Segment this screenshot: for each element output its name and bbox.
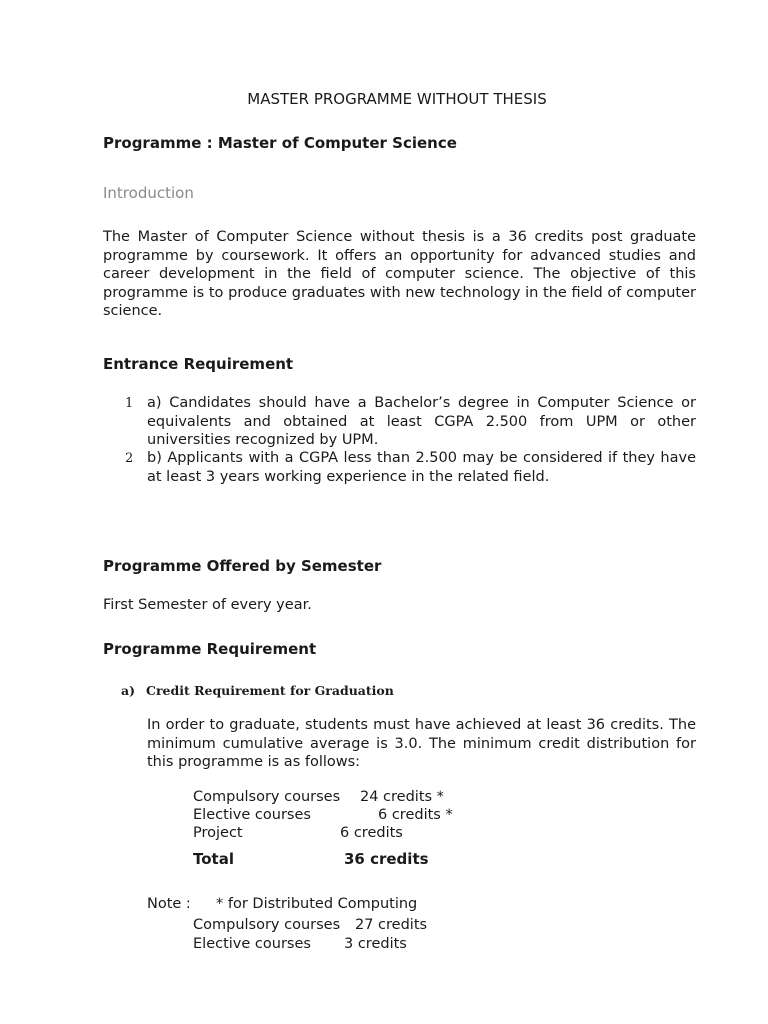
offered-heading: Programme Offered by Semester [103, 557, 382, 575]
note-row-label: Compulsory courses [193, 917, 341, 933]
credit-row-label: Project [193, 825, 243, 841]
credit-row-value: 24 credits * [360, 789, 444, 805]
total-value: 36 credits [344, 850, 429, 868]
credit-row-value: 6 credits * [378, 807, 453, 823]
offered-text: First Semester of every year. [103, 597, 312, 613]
introduction-paragraph: The Master of Computer Science without thesis is a 36 credits post graduate programme by coursework. It offers an opportunity for advanced studies and career development in the field of computer science. The objective of this programme is to produce graduates with new technology in the field of computer science. [103, 229, 696, 319]
document-title: MASTER PROGRAMME WITHOUT THESIS [247, 90, 547, 108]
subsection-marker: a) [121, 683, 136, 698]
programme-line: Programme : Master of Computer Science [103, 134, 457, 152]
subsection-heading: Credit Requirement for Graduation [146, 683, 394, 698]
list-item: b) Applicants with a CGPA less than 2.500 may be considered if they have at least 3 years working experience in the related field. [147, 450, 696, 485]
total-label: Total [193, 850, 234, 868]
credit-row-label: Compulsory courses [193, 789, 341, 805]
note-text: * for Distributed Computing [216, 896, 418, 912]
introduction-heading: Introduction [103, 184, 194, 202]
note-row-label: Elective courses [193, 936, 311, 952]
list-item: a) Candidates should have a Bachelor’s degree in Computer Science or equivalents and obtained at least CGPA 2.500 from UPM or other universities recognized by UPM. [147, 395, 696, 448]
credit-row-label: Elective courses [193, 807, 311, 823]
list-item-number: 1 [125, 396, 134, 411]
note-row-value: 3 credits [344, 936, 407, 952]
requirement-heading: Programme Requirement [103, 640, 317, 658]
credit-row-value: 6 credits [340, 825, 403, 841]
note-label: Note : [147, 896, 191, 912]
list-item-number: 2 [125, 451, 134, 466]
entrance-heading: Entrance Requirement [103, 355, 294, 373]
requirement-paragraph: In order to graduate, students must have achieved at least 36 credits. The minimum cumulative average is 3.0. The minimum credit distribution for this programme is as follows: [147, 717, 696, 770]
note-row-value: 27 credits [355, 917, 428, 933]
